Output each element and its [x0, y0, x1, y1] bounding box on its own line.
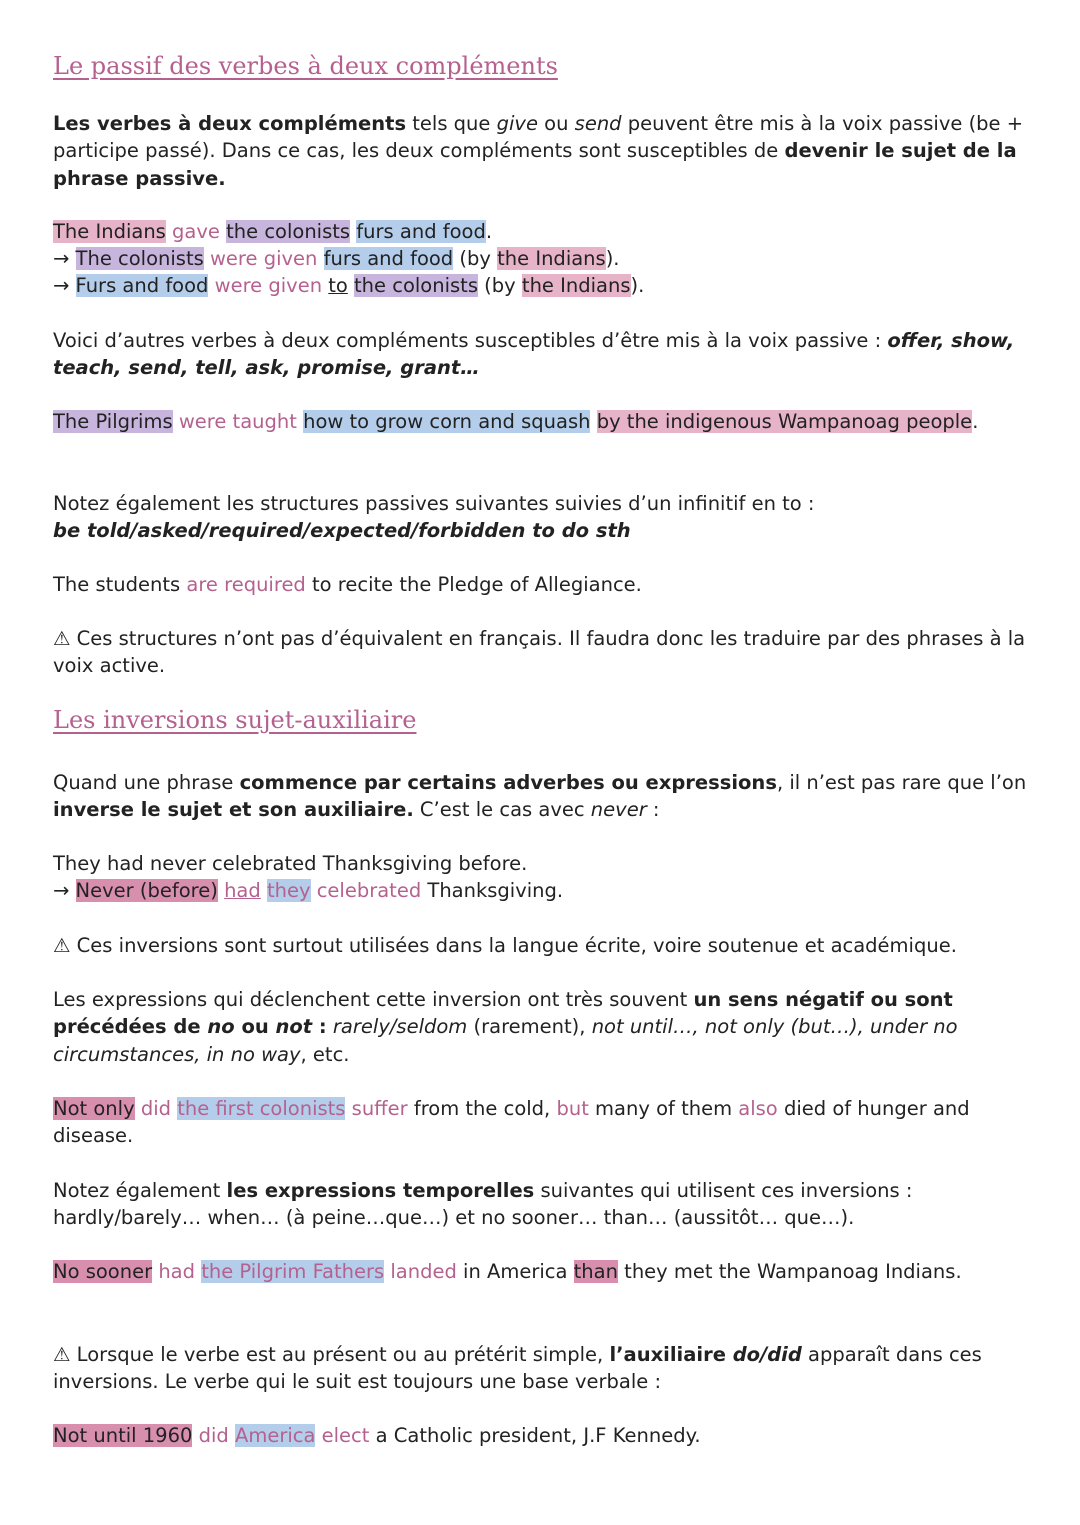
passive-intro-paragraph: Les verbes à deux compléments tels que give ou send peuvent être mis à la voix passive (be + participe passé). Dans ce cas, les deux compléments sont susceptibles de devenir le sujet de la phrase passive. [53, 112, 1024, 190]
no-sooner-example: No sooner had the Pilgrim Fathers landed in America than they met the Wampanoag Indians. [53, 1260, 962, 1283]
negative-expressions-paragraph: Les expressions qui déclenchent cette inversion ont très souvent un sens négatif ou sont précédées de no ou not : rarely/seldom (rarement), not until…, not only (but…), under no circumstances, in no way, etc. [53, 988, 958, 1066]
passive-example-1-active: The Indians gave the colonists furs and food. [53, 220, 493, 243]
pilgrims-example: The Pilgrims were taught how to grow corn and squash by the indigenous Wampanoag people. [53, 410, 979, 433]
warning-written-language: ⚠ Ces inversions sont surtout utilisées dans la langue écrite, voire soutenue et académique. [53, 934, 957, 957]
temporal-expressions-paragraph: Notez également les expressions temporelles suivantes qui utilisent ces inversions : hardly/barely… when… (à peine…que…) et no sooner… than… (aussitôt… que…). [53, 1179, 913, 1230]
thanksgiving-example-inverted: → Never (before) had they celebrated Thanksgiving. [53, 879, 564, 902]
thanksgiving-example-plain: They had never celebrated Thanksgiving before. [53, 852, 528, 875]
not-only-example: Not only did the first colonists suffer from the cold, but many of them also died of hunger and disease. [53, 1097, 970, 1148]
section-title-inversions: Les inversions sujet-auxiliaire [53, 706, 417, 734]
passive-example-1-passive-b: → Furs and food were given to the colonists (by the Indians). [53, 274, 645, 297]
inversion-intro-paragraph: Quand une phrase commence par certains adverbes ou expressions, il n’est pas rare que l’on inverse le sujet et son auxiliaire. C’est le cas avec never : [53, 771, 1027, 822]
not-until-example: Not until 1960 did America elect a Catholic president, J.F Kennedy. [53, 1424, 701, 1447]
other-verbs-paragraph: Voici d’autres verbes à deux compléments susceptibles d’être mis à la voix passive : offer, show, teach, send, tell, ask, promise, grant… [53, 329, 1015, 380]
students-example: The students are required to recite the Pledge of Allegiance. [53, 573, 642, 596]
warning-no-equivalent: ⚠ Ces structures n’ont pas d’équivalent en français. Il faudra donc les traduire par des phrases à la voix active. [53, 627, 1026, 678]
warning-do-did-auxiliary: ⚠ Lorsque le verbe est au présent ou au prétérit simple, l’auxiliaire do/did apparaît dans ces inversions. Le verbe qui le suit est toujours une base verbale : [53, 1343, 982, 1394]
passive-example-1-passive-a: → The colonists were given furs and food (by the Indians). [53, 247, 620, 270]
infinitive-note: Notez également les structures passives suivantes suivies d’un infinitif en to : be told/asked/required/expected/forbidden to do sth [53, 492, 815, 543]
section-title-passive: Le passif des verbes à deux compléments [53, 52, 558, 80]
